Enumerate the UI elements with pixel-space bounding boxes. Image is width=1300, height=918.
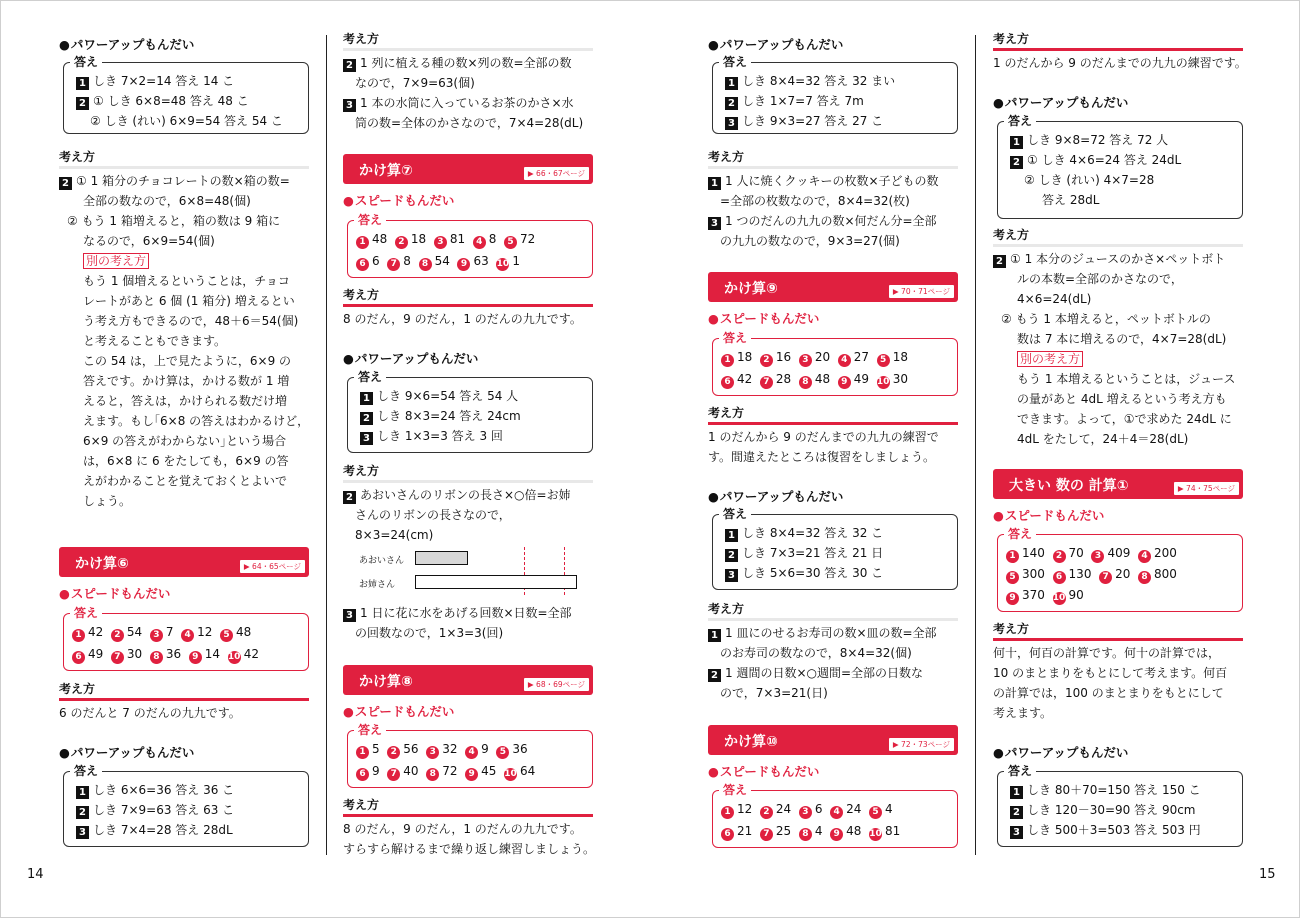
answer-line: しき 1×3=3 答え 3 回 — [377, 429, 503, 443]
answer-line: しき 8×3=24 答え 24cm — [377, 409, 521, 423]
answer-line: しき 500＋3=503 答え 503 円 — [1027, 823, 1201, 837]
explanation-line: 1 週間の日数×○週間=全部の日数な — [725, 666, 924, 680]
unit-banner — [343, 154, 593, 184]
section-heading: 考え方 — [343, 797, 593, 817]
bar-label: お姉さん — [359, 580, 396, 590]
speed-title: ● スピードもんだい — [708, 762, 958, 780]
speed-answer-box — [712, 331, 958, 396]
page-ref: ▶ 70・71ページ — [889, 285, 954, 298]
answer-box: 答え 1 しき 9×8=72 答え 72 人 2 ① しき 4×6=24 答え 24dL ② しき (れい) 4×7=28 答え 28dL — [997, 121, 1243, 219]
answer-label: 答え — [354, 212, 386, 228]
answer-line: しき 120－30=90 答え 90cm — [1027, 803, 1196, 817]
answer-label: 答え — [354, 369, 386, 385]
answer-line: しき 1×7=7 答え 7m — [742, 94, 864, 108]
explanation-line: ルの本数=全部のかさなので， — [1017, 272, 1183, 286]
explanation-line: ② もう 1 箱増えると，箱の数は 9 箱に — [67, 214, 281, 228]
answer-line: しき 9×8=72 答え 72 人 — [1027, 133, 1169, 147]
explanation-line: もう 1 本増えるということは，ジュース — [1017, 372, 1236, 386]
page-ref: ▶ 64・65ページ — [240, 560, 305, 573]
explanation-line: 1 列に植える種の数×列の数=全部の数 — [360, 56, 572, 70]
unit-title: かけ算⑦ — [359, 163, 413, 179]
answer-row: 6 9 7 40 8 72 9 45 10 64 — [356, 763, 535, 781]
bar-label: あおいさん — [359, 556, 405, 566]
answer-label: 答え — [719, 54, 751, 70]
section-heading: 考え方 — [993, 31, 1243, 51]
answer-label: 答え — [719, 782, 751, 798]
explanation-line: ① 1 本分のジュースのかさ×ペットボト — [1010, 252, 1226, 266]
answer-row: 1 12 2 24 3 6 4 24 5 4 — [721, 801, 893, 819]
section-heading: 考え方 — [343, 463, 593, 483]
explanation-line: の量があと 4dL 増えるという考え方も — [1017, 392, 1227, 406]
answer-line: しき 8×4=32 答え 32 まい — [742, 74, 896, 88]
answer-line: しき 7×4=28 答え 28dL — [93, 823, 233, 837]
section-heading: 考え方 — [343, 31, 593, 51]
section-heading: 考え方 — [708, 601, 958, 621]
explanation-line: ① 1 箱分のチョコレートの数×箱の数= — [76, 174, 290, 188]
section-heading: 考え方 — [993, 621, 1243, 641]
explanation-line: 数は 7 本に増えるので，4×7=28(dL) — [1017, 332, 1227, 346]
powerup-title: ● パワーアップもんだい — [708, 487, 958, 505]
unit-banner — [708, 725, 958, 755]
answer-row: 1 140 2 70 3 409 4 200 — [1006, 545, 1177, 563]
column-3: ● パワーアップもんだい 答え 1 しき 8×4=32 答え 32 まい 2 しき 1×7=7 答え 7m 3 しき 9×3=27 答え 27 こ 考え方 1 1 人に焼くクッキーの枚数×子どもの数 =全部の枚数なので，8×4=32(枚) 3 1 つのだんの九九の数×何だん分=全部 の九九の数なので，9×3=27(個) かけ算⑨ ▶ 70・71ページ ● スピードもんだい 答え 1 18 2 16 3 20 4 27 5 18 6 42 7 28 8 48 9 49 10 30 考え方 1 のだんから 9 のだんまでの九九の練習で す。間違えたところは復習をしましょう。 ● パワーアップもんだい 答え 1 しき 8×4=32 答え 32 こ 2 しき 7×3=21 答え 21 日 3 しき 5×6=30 答え 30 こ 考え方 1 1 皿にのせるお寿司の数×皿の数=全部 のお寿司の数なので，8×4=32(個) 2 1 週間の日数×○週間=全部の日数な ので，7×3=21(日) かけ算⑩ ▶ 72・73ページ ● スピードもんだい 答え 1 12 2 24 3 6 4 24 5 4 6 21 7 25 8 4 9 48 10 81 — [708, 31, 958, 851]
answer-box: 答え 1 しき 6×6=36 答え 36 こ 2 しき 7×9=63 答え 63 こ 3 しき 7×4=28 答え 28dL — [63, 771, 309, 847]
explanation-line: 1 本の水筒に入っているお茶のかさ×水 — [360, 96, 574, 110]
answer-box: 答え 1 しき 8×4=32 答え 32 まい 2 しき 1×7=7 答え 7m 3 しき 9×3=27 答え 27 こ — [712, 62, 958, 134]
unit-title: かけ算⑨ — [724, 281, 778, 297]
explanation-line: 考えます。 — [993, 706, 1053, 720]
answer-row: 1 5 2 56 3 32 4 9 5 36 — [356, 741, 528, 759]
explanation-line: あおいさんのリボンの長さ×○倍=お姉 — [360, 488, 571, 502]
page-number-left: 14 — [27, 867, 44, 882]
answer-row: 1 18 2 16 3 20 4 27 5 18 — [721, 349, 908, 367]
answer-line: ② しき (れい) 6×9=54 答え 54 こ — [90, 114, 283, 128]
long-bar — [415, 575, 577, 589]
answer-row: 6 6 7 8 8 54 9 63 10 1 — [356, 253, 520, 271]
unit-title: かけ算⑩ — [724, 734, 778, 750]
explanation-line: しょう。 — [83, 494, 132, 508]
explanation-line: この 54 は，上で見たように，6×9 の — [83, 354, 292, 368]
unit-banner — [59, 547, 309, 577]
answer-label: 答え — [719, 506, 751, 522]
powerup-title: ● パワーアップもんだい — [993, 93, 1243, 111]
answer-line: しき 80＋70=150 答え 150 こ — [1027, 783, 1201, 797]
answer-label: 答え — [70, 54, 102, 70]
answer-line: しき 8×4=32 答え 32 こ — [742, 526, 884, 540]
answer-label: 答え — [719, 330, 751, 346]
column-2: 考え方 2 1 列に植える種の数×列の数=全部の数 なので，7×9=63(個) 3 1 本の水筒に入っているお茶のかさ×水 筒の数=全体のかさなので，7×4=28(dL) かけ算⑦ ▶ 66・67ページ ● スピードもんだい 答え 1 48 2 18 3 81 4 8 5 72 6 6 7 8 8 54 9 63 10 1 考え方 8 のだん，9 のだん，1 のだんの九九です。 ● パワーアップもんだい 答え 1 しき 9×6=54 答え 54 人 2 しき 8×3=24 答え 24cm 3 しき 1×3=3 答え 3 回 考え方 2 あおいさんのリボンの長さ×○倍=お姉 さんのリボンの長さなので， 8×3=24(cm) あおいさん お姉さん 3 1 日に花に水をあげる回数×日数=全部 の回数なので，1×3=3(回) かけ算⑧ ▶ 68・69ページ ● スピードもんだい 答え 1 5 2 56 3 32 4 9 5 36 6 9 7 40 8 72 9 45 10 64 考え方 8 のだん，9 のだん，1 のだんの九九です。 すらすら解けるまで繰り返し練習しましょう。 — [343, 31, 593, 851]
explanation-line: 全部の数なので，6×8=48(個) — [83, 194, 251, 208]
section-heading: 考え方 — [343, 287, 593, 307]
explanation-line: の回数なので，1×3=3(回) — [355, 626, 504, 640]
explanation-line: 1 日に花に水をあげる回数×日数=全部 — [360, 606, 572, 620]
powerup-title: ● パワーアップもんだい — [993, 743, 1243, 761]
explanation-line: は，6×8 に 6 をたしても，6×9 の答 — [83, 454, 289, 468]
answer-row: 5 300 6 130 7 20 8 800 — [1006, 566, 1177, 584]
explanation-line: ので，7×3=21(日) — [720, 686, 828, 700]
explanation-line: の計算では，100 のまとまりをもとにして — [993, 686, 1224, 700]
ribbon-bar-diagram — [359, 547, 593, 595]
answer-box: 答え 1 しき 9×6=54 答え 54 人 2 しき 8×3=24 答え 24cm 3 しき 1×3=3 答え 3 回 — [347, 377, 593, 453]
explanation-line: なので，7×9=63(個) — [355, 76, 475, 90]
alternative-tag: 別の考え方 — [1017, 351, 1083, 367]
speed-title: ● スピードもんだい — [708, 309, 958, 327]
speed-answer-box — [712, 783, 958, 848]
explanation-line: なるので，6×9=54(個) — [83, 234, 215, 248]
explanation-line: 6×9 の答えがわからない｣という場合 — [83, 434, 287, 448]
answer-box: 答え 1 しき 80＋70=150 答え 150 こ 2 しき 120－30=90 答え 90cm 3 しき 500＋3=503 答え 503 円 — [997, 771, 1243, 847]
speed-title: ● スピードもんだい — [59, 584, 309, 602]
page-ref: ▶ 66・67ページ — [524, 167, 589, 180]
speed-answer-box — [63, 606, 309, 671]
answer-row: 6 49 7 30 8 36 9 14 10 42 — [72, 646, 259, 664]
answer-line: ① しき 6×8=48 答え 48 こ — [93, 94, 249, 108]
explanation-line: すらすら解けるまで繰り返し練習しましょう。 — [343, 842, 596, 856]
explanation-line: 答えです。かけ算は，かける数が 1 増 — [83, 374, 290, 388]
section-heading: 考え方 — [708, 405, 958, 425]
unit-title: かけ算⑧ — [359, 674, 413, 690]
answer-line: しき 9×6=54 答え 54 人 — [377, 389, 519, 403]
explanation-line: の九九の数なので，9×3=27(個) — [720, 234, 900, 248]
explanation-line: 4×6=24(dL) — [1017, 292, 1092, 306]
speed-answer-box — [347, 213, 593, 278]
answer-row: 1 42 2 54 3 7 4 12 5 48 — [72, 624, 251, 642]
column-divider — [326, 35, 327, 855]
answer-box: 答え 1 しき 7×2=14 答え 14 こ 2 ① しき 6×8=48 答え 48 こ ② しき (れい) 6×9=54 答え 54 こ — [63, 62, 309, 134]
page-ref: ▶ 74・75ページ — [1174, 482, 1239, 495]
explanation-line: 8 のだん，9 のだん，1 のだんの九九です。 — [343, 822, 582, 836]
column-1: ● パワーアップもんだい 答え 1 しき 7×2=14 答え 14 こ 2 ① しき 6×8=48 答え 48 こ ② しき (れい) 6×9=54 答え 54 こ 考え方 2 ① 1 箱分のチョコレートの数×箱の数= 全部の数なので，6×8=48(個) ② もう 1 箱増えると，箱の数は 9 箱に なるので，6×9=54(個) 別の考え方 もう 1 個増えるということは，チョコ レートがあと 6 個 (1 箱分) 増えるとい う考え方もできるので，48＋6＝54(個) と考えることもできます。 この 54 は，上で見たように，6×9 の 答えです。かけ算は，かける数が 1 増 えると，答えは，かけられる数だけ増 えます。もし｢6×8 の答えはわかるけど， 6×9 の答えがわからない｣という場合 は，6×8 に 6 をたしても，6×9 の答 えがわかることを覚えておくとよいで しょう。 かけ算⑥ ▶ 64・65ページ ● スピードもんだい 答え 1 42 2 54 3 7 4 12 5 48 6 49 7 30 8 36 9 14 10 42 考え方 6 のだんと 7 のだんの九九です。 ● パワーアップもんだい 答え 1 しき 6×6=36 答え 36 こ 2 しき 7×9=63 答え 63 こ 3 しき 7×4=28 答え 28dL — [59, 31, 309, 851]
unit-title: 大きい 数の 計算① — [1009, 478, 1129, 494]
answer-row: 6 21 7 25 8 4 9 48 10 81 — [721, 823, 900, 841]
explanation-line: レートがあと 6 個 (1 箱分) 増えるとい — [83, 294, 295, 308]
answer-label: 答え — [70, 763, 102, 779]
explanation-line: えます。もし｢6×8 の答えはわかるけど， — [83, 414, 310, 428]
short-bar — [415, 551, 468, 565]
explanation-line: 1 のだんから 9 のだんまでの九九の練習で — [708, 430, 939, 444]
answer-line: しき 6×6=36 答え 36 こ — [93, 783, 235, 797]
explanation-line: できます。よって，①で求めた 24dL に — [1017, 412, 1232, 426]
unit-title: かけ算⑥ — [75, 556, 129, 572]
explanation-line: 1 のだんから 9 のだんまでの九九の練習です。 — [993, 56, 1247, 70]
speed-answer-box — [347, 723, 593, 788]
speed-title: ● スピードもんだい — [343, 191, 593, 209]
answer-line: しき 9×3=27 答え 27 こ — [742, 114, 884, 128]
explanation-line: えがわかることを覚えておくとよいで — [83, 474, 288, 488]
answer-label: 答え — [354, 722, 386, 738]
answer-label: 答え — [1004, 113, 1036, 129]
answer-row: 1 48 2 18 3 81 4 8 5 72 — [356, 231, 535, 249]
explanation-line: 4dL をたして，24＋4＝28(dL) — [1017, 432, 1189, 446]
answer-box: 答え 1 しき 8×4=32 答え 32 こ 2 しき 7×3=21 答え 21 日 3 しき 5×6=30 答え 30 こ — [712, 514, 958, 590]
answer-label: 答え — [70, 605, 102, 621]
page-ref: ▶ 72・73ページ — [889, 738, 954, 751]
answer-line: しき 7×9=63 答え 63 こ — [93, 803, 235, 817]
answer-line: しき 7×3=21 答え 21 日 — [742, 546, 884, 560]
explanation-line: =全部の枚数なので，8×4=32(枚) — [720, 194, 910, 208]
answer-label: 答え — [1004, 763, 1036, 779]
unit-banner — [343, 665, 593, 695]
speed-title: ● スピードもんだい — [343, 702, 593, 720]
explanation-line: う考え方もできるので，48＋6＝54(個) — [83, 314, 299, 328]
powerup-title: ● パワーアップもんだい — [59, 35, 309, 53]
explanation-line: す。間違えたところは復習をしましょう。 — [708, 450, 936, 464]
page-ref: ▶ 68・69ページ — [524, 678, 589, 691]
answer-line: ② しき (れい) 4×7=28 — [1024, 173, 1155, 187]
explanation-line: 1 皿にのせるお寿司の数×皿の数=全部 — [725, 626, 937, 640]
answer-row: 9 370 10 90 — [1006, 587, 1084, 605]
alternative-tag: 別の考え方 — [83, 253, 149, 269]
speed-title: ● スピードもんだい — [993, 506, 1243, 524]
unit-banner — [708, 272, 958, 302]
column-4: 考え方 1 のだんから 9 のだんまでの九九の練習です。 ● パワーアップもんだい 答え 1 しき 9×8=72 答え 72 人 2 ① しき 4×6=24 答え 24dL ② しき (れい) 4×7=28 答え 28dL 考え方 2 ① 1 本分のジュースのかさ×ペットボト ルの本数=全部のかさなので， 4×6=24(dL) ② もう 1 本増えると，ペットボトルの 数は 7 本に増えるので，4×7=28(dL) 別の考え方 もう 1 本増えるということは，ジュース の量があと 4dL 増えるという考え方も できます。よって，①で求めた 24dL に 4dL をたして，24＋4＝28(dL) 大きい 数の 計算① ▶ 74・75ページ ● スピードもんだい 答え 1 140 2 70 3 409 4 200 5 300 6 130 7 20 8 800 9 370 10 90 考え方 何十，何百の計算です。何十の計算では， 10 のまとまりをもとにして考えます。何百 の計算では，100 のまとまりをもとにして 考えます。 ● パワーアップもんだい 答え 1 しき 80＋70=150 答え 150 こ 2 しき 120－30=90 答え 90cm 3 しき 500＋3=503 答え 503 円 — [993, 31, 1243, 851]
explanation-line: 筒の数=全体のかさなので，7×4=28(dL) — [355, 116, 584, 130]
explanation-line: 10 のまとまりをもとにして考えます。何百 — [993, 666, 1228, 680]
explanation-line: のお寿司の数なので，8×4=32(個) — [720, 646, 912, 660]
section-heading: 考え方 — [993, 227, 1243, 247]
explanation-line: さんのリボンの長さなので， — [355, 508, 511, 522]
section-heading: 考え方 — [59, 681, 309, 701]
explanation-line: 8×3=24(cm) — [355, 528, 434, 542]
powerup-title: ● パワーアップもんだい — [343, 349, 593, 367]
explanation-line: ② もう 1 本増えると，ペットボトルの — [1001, 312, 1211, 326]
answer-line: しき 5×6=30 答え 30 こ — [742, 566, 884, 580]
unit-banner — [993, 469, 1243, 499]
explanation-line: 6 のだんと 7 のだんの九九です。 — [59, 706, 241, 720]
answer-row: 6 42 7 28 8 48 9 49 10 30 — [721, 371, 908, 389]
explanation-line: と考えることもできます。 — [83, 334, 227, 348]
section-heading: 考え方 — [708, 149, 958, 169]
page-number-right: 15 — [1259, 867, 1276, 882]
explanation-line: 8 のだん，9 のだん，1 のだんの九九です。 — [343, 312, 582, 326]
powerup-title: ● パワーアップもんだい — [59, 743, 309, 761]
explanation-line: えると，答えは，かけられる数だけ増 — [83, 394, 288, 408]
speed-answer-box — [997, 527, 1243, 612]
explanation-line: 何十，何百の計算です。何十の計算では， — [993, 646, 1221, 660]
section-heading: 考え方 — [59, 149, 309, 169]
answer-line: 答え 28dL — [1042, 193, 1100, 207]
answer-label: 答え — [1004, 526, 1036, 542]
explanation-line: 1 つのだんの九九の数×何だん分=全部 — [725, 214, 937, 228]
answer-line: ① しき 4×6=24 答え 24dL — [1027, 153, 1182, 167]
powerup-title: ● パワーアップもんだい — [708, 35, 958, 53]
answer-line: しき 7×2=14 答え 14 こ — [93, 74, 235, 88]
explanation-line: 1 人に焼くクッキーの枚数×子どもの数 — [725, 174, 939, 188]
explanation-line: もう 1 個増えるということは，チョコ — [83, 274, 290, 288]
column-divider — [975, 35, 976, 855]
